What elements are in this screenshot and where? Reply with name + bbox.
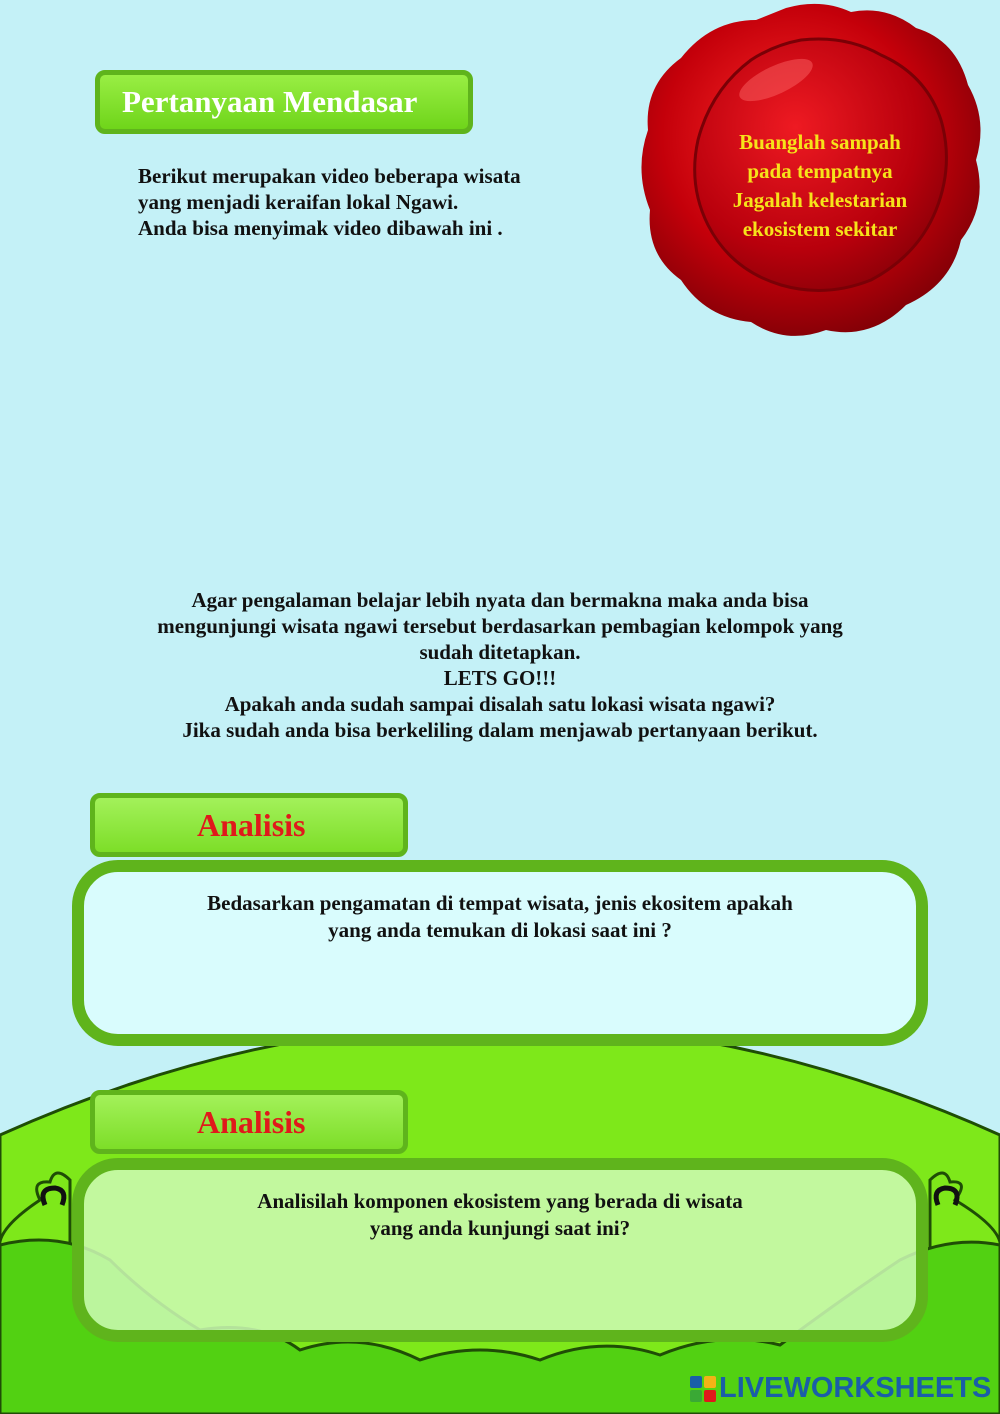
seal-message [700,128,940,244]
liveworksheets-logo-icon [690,1376,716,1402]
analysis-question-line: yang anda kunjungi saat ini? [369,1216,631,1240]
intro-line: Anda bisa menyimak video dibawah ini . [138,216,503,240]
instruction-line: sudah ditetapkan. [419,640,581,664]
brand-text: LIVEWORKSHEETS [719,1372,992,1404]
instruction-line: Apakah anda sudah sampai disalah satu lokasi wisata ngawi? [224,692,776,716]
analysis-question-line: yang anda temukan di lokasi saat ini ? [328,918,672,942]
analysis-card-1[interactable] [72,860,928,1046]
analysis-heading-1: Analisis [90,793,408,857]
seal-line: Buanglah sampah [739,130,901,154]
analysis-question-line: Bedasarkan pengamatan di tempat wisata, jenis ekositem apakah [207,891,793,915]
instruction-line: Agar pengalaman belajar lebih nyata dan bermakna maka anda bisa [191,588,809,612]
instruction-line: mengunjungi wisata ngawi tersebut berdasarkan pembagian kelompok yang [157,614,843,638]
analysis-question-line: Analisilah komponen ekosistem yang berada di wisata [257,1189,743,1213]
seal-line: ekosistem sekitar [742,217,898,241]
section-title: Pertanyaan Mendasar [95,70,473,134]
intro-line: yang menjadi keraifan lokal Ngawi. [138,190,459,214]
instruction-line: Jika sudah anda bisa berkeliling dalam menjawab pertanyaan berikut. [182,718,818,742]
intro-paragraph [138,163,608,241]
analysis-heading-2: Analisis [90,1090,408,1154]
seal-line: pada tempatnya [747,159,893,183]
instruction-line: LETS GO!!! [443,666,557,690]
seal-line: Jagalah kelestarian [732,188,908,212]
liveworksheets-watermark [690,1372,991,1405]
intro-line: Berikut merupakan video beberapa wisata [138,164,521,188]
instructions-paragraph [60,587,940,743]
analysis-card-2[interactable] [72,1158,928,1342]
